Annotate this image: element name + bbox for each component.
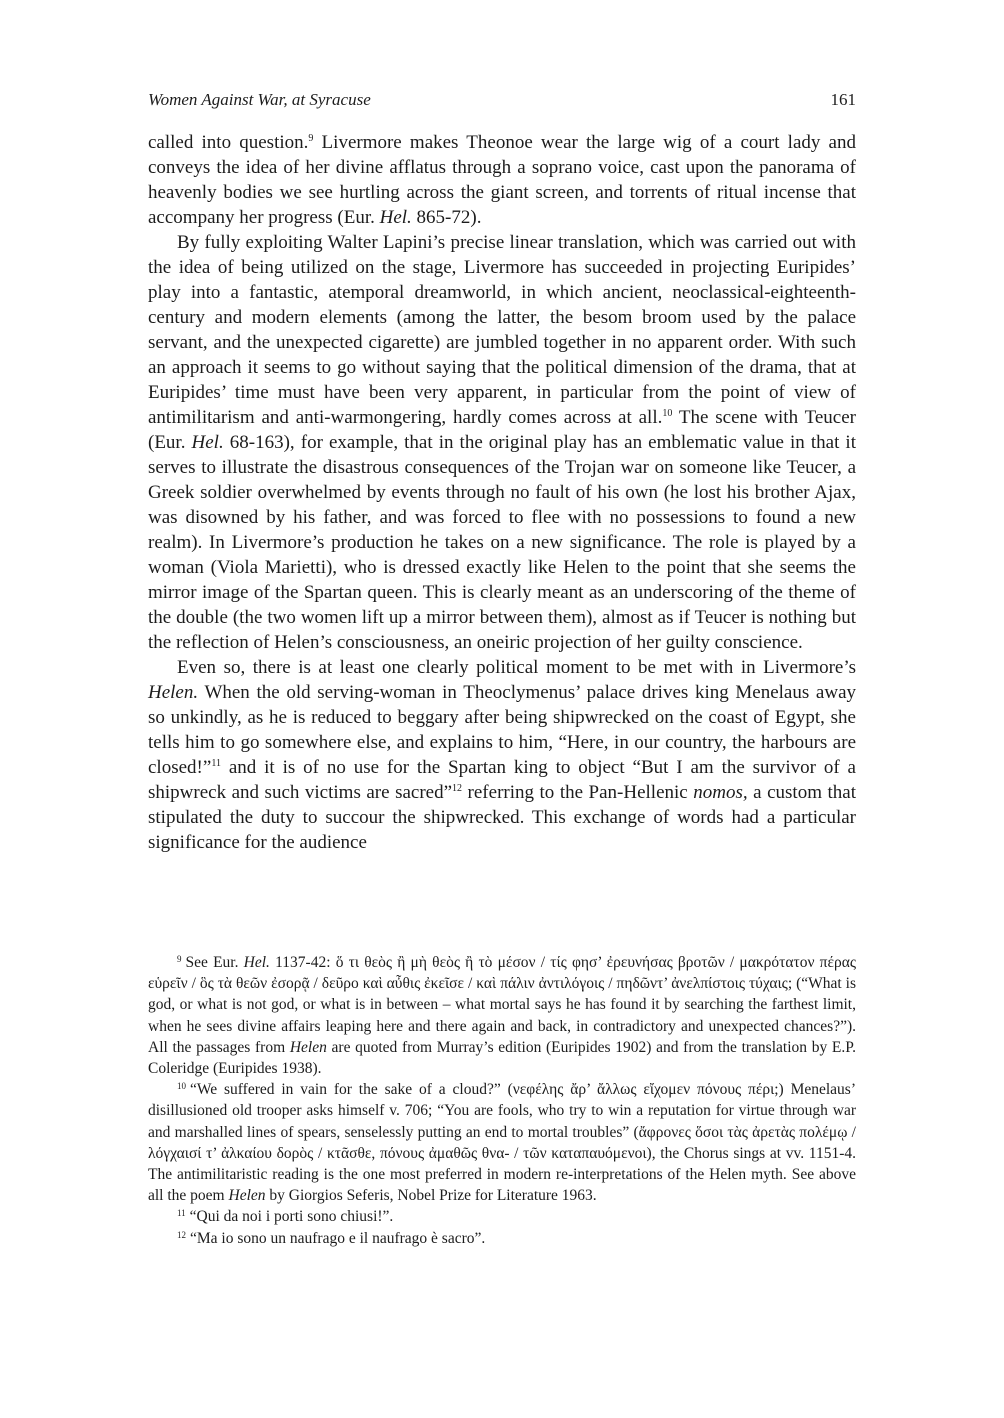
footnote-number: 12 <box>177 1229 186 1240</box>
footnote-number: 11 <box>177 1208 186 1219</box>
italic-run: Hel. <box>379 207 412 228</box>
italic-run: Hel. <box>191 432 224 453</box>
text-run: “We suffered in vain for the sake of a cloud?” (νεφέλης ἄρ’ ἄλλως εἴχομεν πόνους πέρι;) Menelaus’ disillusioned old trooper asks himself v. 706; “You are fools, who try to win a reputation for virtue through war and marshalled lines of spears, senselessly putting an end to mortal troubles” (ἄφρονες ὅσοι τὰς ἀρετὰς πολέμῳ / λόγχαισί τ’ ἀλκαίου δορὸς / κτᾶσθε, πόνους ἀμαθῶς θνα- / τῶν καταπαυόμενοι), the Chorus sings at vv. 1151-4. The antimilitaristic reading is the one most preferred in modern re-interpretations of the Helen myth. See above all the poem <box>148 1081 856 1205</box>
text-run: are quoted from Murray’s edition (Euripides 1902) and from the translation by E.P. Coleridge (Euripides 1938). <box>148 1038 856 1078</box>
running-head-title: Women Against War, at Syracuse <box>148 90 371 109</box>
italic-run: Hel. <box>243 954 270 971</box>
text-run: Even so, there is at least one clearly political moment to be met with in Livermore’s <box>177 657 856 678</box>
footnote-ref-10: 10 <box>662 408 673 419</box>
footnote-ref-11: 11 <box>211 758 221 769</box>
footnote-number: 10 <box>177 1081 186 1092</box>
text-run: by Giorgios Seferis, Nobel Prize for Literature 1963. <box>265 1187 597 1205</box>
text-run: referring to the Pan-Hellenic <box>462 782 694 803</box>
paragraph-3 <box>148 655 856 855</box>
text-run: a custom that stipulated the duty to succour the shipwrecked. This exchange of words had a particular significance for the audience <box>148 782 856 853</box>
paragraph-1 <box>148 130 856 230</box>
italic-run: Helen <box>289 1038 327 1056</box>
footnote-11 <box>148 1206 856 1227</box>
page-number: 161 <box>830 90 856 109</box>
running-head <box>148 90 856 114</box>
footnote-number: 9 <box>177 954 182 964</box>
italic-run: Helen <box>228 1187 266 1205</box>
text-run: 1137-42: ὅ τι θεὸς ἢ μὴ θεὸς ἢ τὸ μέσον / τίς φησ’ ἐρευνήσας βροτῶν / μακρότατον πέρας εὑρεῖν / ὃς τὰ θεῶν ἐσορᾷ / δεῦρο καὶ αὖθις ἐκεῖσε / καὶ πάλιν ἀντιλόγοις / πηδῶντ’ ἀνελπίστοις τύχαις; (“What is god, or what is not god, or what is in between – what mortal says he has found it by searching the farthest limit, when he sees divine affairs leaping here and there again and back, in contradictory and unexpected chances?”). All the passages from <box>148 954 857 1056</box>
paragraph-2 <box>148 230 856 655</box>
text-run: and it is of no use for the Spartan king to object “But I am the survivor of a shipwreck and such victims are sacred” <box>148 757 856 803</box>
text-run: called into question. <box>148 132 309 153</box>
text-run: “Qui da noi i porti sono chiusi!”. <box>189 1208 394 1226</box>
text-run: See Eur. <box>185 954 244 971</box>
footnote-10 <box>148 1079 856 1206</box>
footnote-ref-12: 12 <box>452 783 463 794</box>
main-text <box>148 130 856 855</box>
text-run: “Ma io sono un naufrago e il naufrago è sacro”. <box>190 1229 486 1247</box>
footnote-12 <box>148 1228 856 1249</box>
text-run: The scene with Teucer (Eur. <box>148 407 856 453</box>
text-run: By fully exploiting Walter Lapini’s precise linear translation, which was carried out with the idea of being utilized on the stage, Livermore has succeeded in projecting Euripides’ play into a fantastic, atemporal dreamworld, in which ancient, neoclassical-eighteenth-century and modern elements (among the latter, the besom broom used by the palace servant, and the unexpected cigarette) are jumbled together in no apparent order. With such an approach it seems to go without saying that the political dimension of the drama, that at Euripides’ time must have been very apparent, in particular from the point of view of antimilitarism and anti-warmongering, hardly comes across at all. <box>148 232 856 428</box>
footnote-ref-9: 9 <box>308 133 314 144</box>
text-run: 865-72). <box>411 207 482 228</box>
text-run: 68-163), for example, that in the original play has an emblematic value in that it serves to illustrate the disastrous consequences of the Trojan war on someone like Teucer, a Greek soldier overwhelmed by events through no fault of his own (he lost his brother Ajax, was disowned by his father, and was forced to flee with no possessions to found a new realm). In Livermore’s production he takes on a new significance. The role is played by a woman (Viola Marietti), who is dressed exactly like Helen to the point that she seems the mirror image of the Spartan queen. This is clearly meant as an underscoring of the theme of the double (the two women lift up a mirror between them), almost as if Teucer is nothing but the reflection of Helen’s consciousness, an oneiric projection of her guilty conscience. <box>148 432 856 653</box>
italic-run: nomos, <box>693 782 748 803</box>
footnotes <box>148 952 856 1249</box>
footnote-9 <box>148 952 856 1079</box>
italic-run: Helen. <box>148 682 199 703</box>
text-run: When the old serving-woman in Theoclymenus’ palace drives king Menelaus away so unkindly, as he is reduced to beggary after being shipwrecked on the coast of Egypt, she tells him to go somewhere else, and explains to him, “Here, in our country, the harbours are closed!” <box>148 682 856 778</box>
text-run: Livermore makes Theonoe wear the large wig of a court lady and conveys the idea of her divine afflatus through a soprano voice, cast upon the panorama of heavenly bodies we see hurtling across the giant screen, and torrents of ritual incense that accompany her progress (Eur. <box>148 132 856 228</box>
